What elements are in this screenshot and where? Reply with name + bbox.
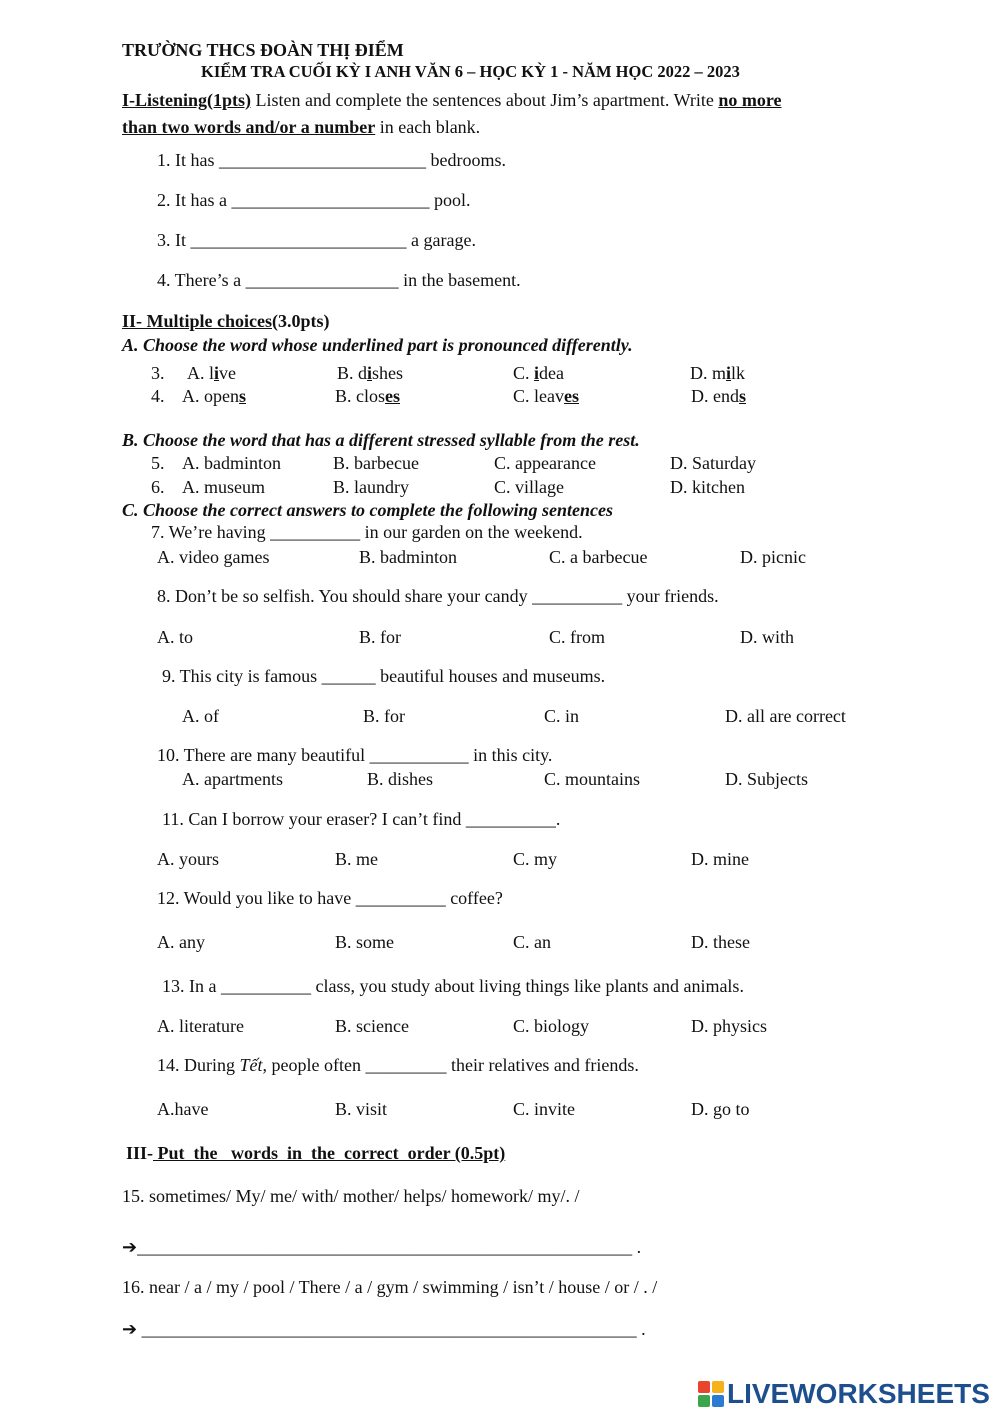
tet-word: Tết [239, 1055, 263, 1075]
liveworksheets-logo [698, 1378, 990, 1410]
q3-option-d: D. milk [690, 363, 746, 383]
q5-option-c: C. appearance [494, 453, 596, 473]
q15-words: 15. sometimes/ My/ me/ with/ mother/ helps/ homework/ my/. / [122, 1186, 580, 1206]
q4-option-b: B. closes [335, 386, 401, 406]
q16-words: 16. near / a / my / pool / There / a / gym / swimming / isn’t / house / or / . / [122, 1277, 658, 1297]
q10-option-c: C. mountains [544, 769, 641, 789]
q5-number: 5. [151, 453, 165, 473]
q3-option-a: A. live [187, 363, 237, 383]
q16-answer-line[interactable] [122, 1318, 646, 1340]
order-prefix: III- [126, 1143, 154, 1163]
section-a-instruction: A. Choose the word whose underlined part is pronounced differently. [122, 335, 633, 355]
q6-option-d: D. kitchen [670, 477, 745, 497]
q6-number: 6. [151, 477, 165, 497]
q15-answer-line[interactable] [122, 1236, 641, 1258]
q14-stem: 14. During Tết, people often _________ their relatives and friends. [157, 1055, 639, 1075]
school-name: TRƯỜNG THCS ĐOÀN THỊ ĐIỂM [122, 40, 404, 60]
q4-option-a: A. opens [182, 386, 247, 406]
q5-option-b: B. barbecue [333, 453, 419, 473]
q10-option-d: D. Subjects [725, 769, 808, 789]
q3-option-b: B. dishes [337, 363, 404, 383]
q9-option-c: C. in [544, 706, 580, 726]
q16-answer-blank: _______________________________________________________ . [141, 1319, 646, 1339]
listening-title: I-Listening(1pts) [122, 90, 252, 110]
listening-item-2: 2. It has a ______________________ pool. [157, 190, 471, 210]
listening-item-3: 3. It ________________________ a garage. [157, 230, 476, 250]
q15-answer-blank: _______________________________________________________ . [137, 1237, 642, 1257]
q14-option-d: D. go to [691, 1099, 750, 1119]
q13-option-a: A. literature [157, 1016, 244, 1036]
mc-pts: (3.0pts) [272, 311, 330, 331]
q6-option-c: C. village [494, 477, 564, 497]
q10-stem: 10. There are many beautiful ___________ in this city. [157, 745, 553, 765]
q9-stem: 9. This city is famous ______ beautiful houses and museums. [162, 666, 606, 686]
q11-stem: 11. Can I borrow your eraser? I can’t find __________. [162, 809, 561, 829]
q3-option-c: C. idea [513, 363, 565, 383]
q4-number: 4. [151, 386, 165, 406]
q9-option-a: A. of [182, 706, 219, 726]
q10-option-b: B. dishes [367, 769, 434, 789]
listening-instr-a: Listen and complete the sentences about Jim’s apartment. Write [251, 90, 719, 110]
q4-option-c: C. leaves [513, 386, 579, 406]
q11-option-d: D. mine [691, 849, 749, 869]
q8-option-b: B. for [359, 627, 401, 647]
arrow-icon: ➔ [122, 1237, 138, 1257]
q4-option-d: D. ends [691, 386, 747, 406]
q9-option-d: D. all are correct [725, 706, 846, 726]
q14-option-c: C. invite [513, 1099, 575, 1119]
q6-option-a: A. museum [182, 477, 265, 497]
q12-option-a: A. any [157, 932, 205, 952]
listening-item-4: 4. There’s a _________________ in the basement. [157, 270, 521, 290]
q14-option-b: B. visit [335, 1099, 388, 1119]
listening-instr-c: than two words and/or a number [122, 117, 376, 137]
q5-option-d: D. Saturday [670, 453, 756, 473]
q7-stem: 7. We’re having __________ in our garden on the weekend. [151, 522, 583, 542]
listening-instr-b: no more [718, 90, 782, 110]
liveworksheets-logo-text: LIVEWORKSHEETS [727, 1378, 990, 1409]
listening-instruction-line2 [122, 116, 480, 138]
q11-option-a: A. yours [157, 849, 219, 869]
q6-option-b: B. laundry [333, 477, 409, 497]
q14-option-a: A.have [157, 1099, 209, 1119]
q7-option-d: D. picnic [740, 547, 806, 567]
q9-option-b: B. for [363, 706, 405, 726]
listening-item-1: 1. It has _______________________ bedrooms. [157, 150, 506, 170]
q13-option-b: B. science [335, 1016, 409, 1036]
order-heading [126, 1142, 505, 1164]
q8-stem: 8. Don’t be so selfish. You should share your candy __________ your friends. [157, 586, 719, 606]
q8-option-d: D. with [740, 627, 794, 647]
q8-option-c: C. from [549, 627, 605, 647]
listening-instruction-line1 [122, 89, 782, 111]
q7-option-a: A. video games [157, 547, 270, 567]
q7-option-c: C. a barbecue [549, 547, 648, 567]
q13-option-c: C. biology [513, 1016, 590, 1036]
q7-option-b: B. badminton [359, 547, 457, 567]
q13-stem: 13. In a __________ class, you study about living things like plants and animals. [162, 976, 744, 996]
listening-instr-d: in each blank. [375, 117, 481, 137]
q11-option-c: C. my [513, 849, 558, 869]
q3-number: 3. [151, 363, 165, 383]
q12-option-c: C. an [513, 932, 551, 952]
q13-option-d: D. physics [691, 1016, 767, 1036]
q8-option-a: A. to [157, 627, 193, 647]
q10-option-a: A. apartments [182, 769, 283, 789]
q5-option-a: A. badminton [182, 453, 281, 473]
liveworksheets-logo-icon [698, 1381, 724, 1407]
order-title: Put the words in the correct order (0.5pt) [153, 1143, 506, 1163]
q12-option-d: D. these [691, 932, 750, 952]
q12-stem: 12. Would you like to have __________ coffee? [157, 888, 503, 908]
mc-title: II- Multiple choices [122, 311, 272, 331]
exam-title: KIỂM TRA CUỐI KỲ I ANH VĂN 6 – HỌC KỲ 1 - NĂM HỌC 2022 – 2023 [201, 62, 740, 81]
mc-heading [122, 310, 330, 332]
section-c-instruction: C. Choose the correct answers to complete the following sentences [122, 500, 613, 520]
arrow-icon: ➔ [122, 1319, 138, 1339]
q12-option-b: B. some [335, 932, 395, 952]
q11-option-b: B. me [335, 849, 378, 869]
section-b-instruction: B. Choose the word that has a different stressed syllable from the rest. [122, 430, 640, 450]
